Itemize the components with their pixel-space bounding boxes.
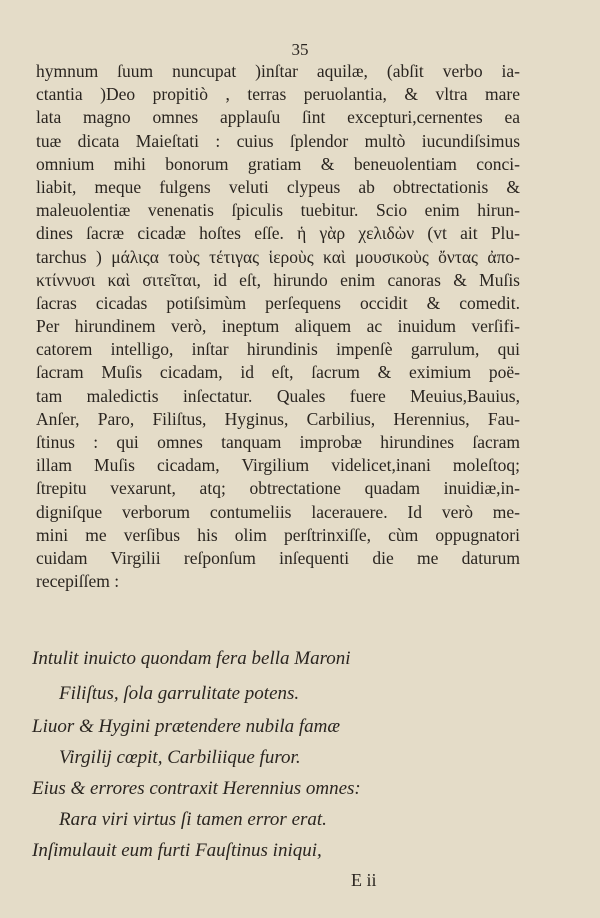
prose-line: hymnum ſuum nuncupat )inſtar aquilæ, (abſit verbo ia- <box>36 61 520 81</box>
prose-line: lata magno omnes applauſu ſint excepturi,cernentes ea <box>36 107 520 128</box>
verse-line: Liuor & Hygini prætendere nubila famæ <box>32 716 341 737</box>
prose-line: ſtinus : qui omnes tanquam improbæ hirundines ſacram <box>36 432 520 452</box>
verse-line: Eius & errores contraxit Herennius omnes: <box>32 778 361 799</box>
prose-line: Per hirundinem verò, ineptum aliquem ac inuidum verſifi- <box>36 316 520 337</box>
signature-mark: E ii <box>351 870 377 890</box>
prose-line: digniſque verborum contumeliis lacerauere. Id verò me- <box>36 501 520 522</box>
prose-line: recepiſſem : <box>36 571 120 592</box>
prose-line: ſacram Muſis cicadam, id eſt, ſacrum & eximium poë- <box>36 362 520 383</box>
prose-block <box>36 60 520 593</box>
prose-line: dines ſacræ cicadæ hoſtes eſſe. ἡ γὰρ χελιδὼν (vt ait Plu- <box>36 223 520 244</box>
prose-line: maleuolentiæ venenatis ſpiculis tuebitur. Scio enim hirun- <box>36 200 520 221</box>
verse-line: Intulit inuicto quondam fera bella Maroni <box>32 648 351 669</box>
prose-line: κτίννυσι καὶ σιτεῖται, id eſt, hirundo enim canoras & Muſis <box>36 269 520 290</box>
prose-line: Anſer, Paro, Filiſtus, Hyginus, Carbilius, Herennius, Fau- <box>36 408 520 429</box>
prose-line: tam maledictis inſectatur. Quales fuere Meuius,Bauius, <box>36 385 520 406</box>
prose-line: ſacras cicadas potiſsimùm perſequens occidit & comedit. <box>36 292 520 313</box>
prose-line: illam Muſis cicadam, Virgilium videlicet,inani moleſtoq; <box>36 455 520 476</box>
verse-line: Filiſtus, ſola garrulitate potens. <box>59 683 300 704</box>
prose-line: tarchus ) μάλιςα τοὺς τέτιγας ἱεροὺς καὶ μουσικοὺς ὄντας ἀπο- <box>36 246 520 267</box>
prose-line: liabit, meque fulgens veluti clypeus ab obtrectationis & <box>36 176 520 197</box>
prose-line: catorem intelligo, inſtar hirundinis impenſè garrulum, qui <box>36 339 520 360</box>
prose-line: ctantia )Deo propitiò , terras peruolantia, & vltra mare <box>36 84 520 105</box>
verse-line: Inſimulauit eum furti Fauſtinus iniqui, <box>32 840 322 861</box>
prose-line: cuidam Virgilii reſponſum inſequenti die me daturum <box>36 547 520 568</box>
prose-line: ſtrepitu vexarunt, atq; obtrectatione quadam inuidiæ,in- <box>36 478 520 499</box>
prose-line: omnium mihi bonorum gratiam & beneuolentiam conci- <box>36 153 520 174</box>
verse-line: Rara viri virtus ſi tamen error erat. <box>59 809 327 830</box>
prose-line: tuæ dicata Maieſtati : cuius ſplendor multò iucundiſsimus <box>36 130 520 151</box>
page-number: 35 <box>291 40 309 59</box>
prose-line: mini me verſibus his olim perſtrinxiſſe, cùm oppugnatori <box>36 524 520 545</box>
verse-line: Virgilij cœpit, Carbiliique furor. <box>59 747 301 768</box>
